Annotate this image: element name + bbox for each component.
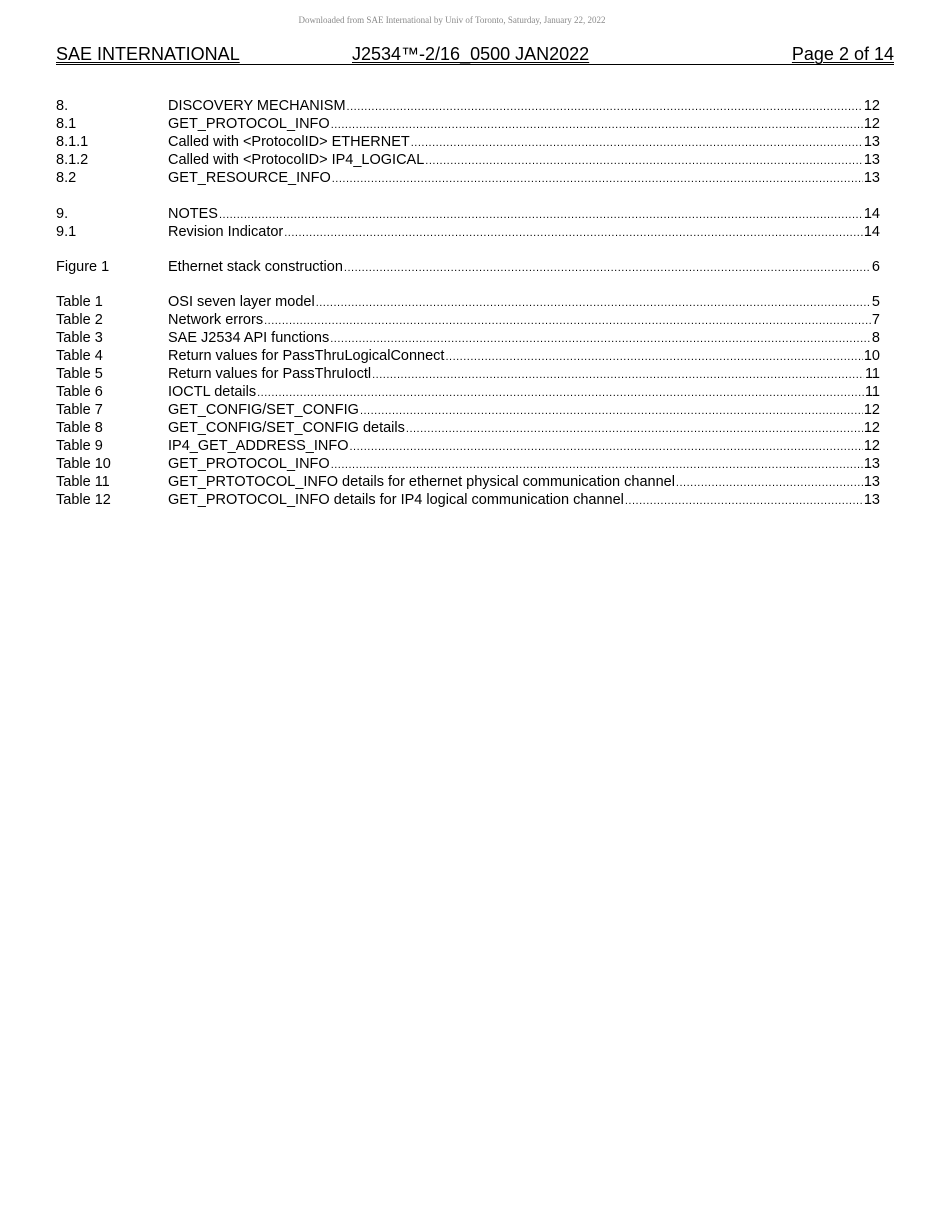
toc-entry[interactable]: [56, 151, 880, 169]
toc-entry-number: Table 11: [56, 474, 110, 490]
toc-group: [56, 97, 880, 187]
toc-entry-page: 12: [863, 116, 880, 132]
toc-entry[interactable]: [56, 365, 880, 383]
toc-entry-page: 7: [871, 312, 880, 328]
toc-entry[interactable]: [56, 401, 880, 419]
toc-entry-number: Table 6: [56, 384, 103, 400]
toc-entry[interactable]: [56, 115, 880, 133]
toc-entry-number: 8.1.1: [56, 134, 89, 150]
toc-entry[interactable]: [56, 437, 880, 455]
toc-entry-title[interactable]: GET_PRTOTOCOL_INFO details for ethernet physical communication channel: [168, 474, 675, 490]
toc-entry-page: 13: [863, 134, 880, 150]
toc-dot-leader: [284, 224, 863, 242]
header-document-id: J2534™-2/16_0500 JAN2022: [352, 44, 590, 64]
toc-entry-number: Table 9: [56, 438, 103, 454]
toc-entry-page: 13: [863, 456, 880, 472]
toc-dot-leader: [372, 366, 864, 384]
toc-entry-number: Table 7: [56, 402, 103, 418]
toc-entry-title[interactable]: GET_PROTOCOL_INFO: [168, 456, 330, 472]
toc-entry-number: 9.: [56, 206, 69, 222]
toc-group: [56, 258, 880, 276]
toc-dot-leader: [344, 259, 871, 277]
toc-dot-leader: [316, 294, 871, 312]
toc-entry-number: Figure 1: [56, 259, 110, 275]
toc-entry[interactable]: [56, 169, 880, 187]
toc-entry-page: 11: [864, 366, 880, 382]
toc-dot-leader: [360, 402, 863, 420]
toc-entry-number: Table 3: [56, 330, 103, 346]
toc-entry[interactable]: [56, 419, 880, 437]
header-organization: SAE INTERNATIONAL: [56, 44, 240, 64]
toc-entry-title[interactable]: Return values for PassThruIoctl: [168, 366, 372, 382]
toc-entry[interactable]: [56, 205, 880, 223]
toc-entry-number: Table 2: [56, 312, 103, 328]
toc-dot-leader: [331, 456, 863, 474]
toc-entry-page: 10: [863, 348, 880, 364]
toc-entry-title[interactable]: Revision Indicator: [168, 224, 284, 240]
toc-entry-page: 12: [863, 420, 880, 436]
toc-entry-title[interactable]: Network errors: [168, 312, 264, 328]
toc-entry-title[interactable]: GET_PROTOCOL_INFO: [168, 116, 330, 132]
toc-entry-title[interactable]: Ethernet stack construction: [168, 259, 343, 275]
toc-entry[interactable]: [56, 383, 880, 401]
toc-entry-page: 14: [863, 206, 880, 222]
header-page-number: Page 2 of 14: [791, 44, 894, 64]
toc-entry[interactable]: [56, 293, 880, 311]
toc-entry-title[interactable]: DISCOVERY MECHANISM: [168, 98, 346, 114]
toc-entry-number: Table 4: [56, 348, 103, 364]
toc-dot-leader: [445, 348, 862, 366]
toc-dot-leader: [625, 492, 863, 510]
toc-entry-page: 14: [863, 224, 880, 240]
toc-dot-leader: [331, 116, 863, 134]
toc-entry-title[interactable]: OSI seven layer model: [168, 294, 315, 310]
toc-dot-leader: [406, 420, 863, 438]
toc-entry[interactable]: [56, 133, 880, 151]
toc-entry-number: Table 1: [56, 294, 103, 310]
toc-entry-page: 11: [864, 384, 880, 400]
toc-entry-page: 6: [871, 259, 880, 275]
toc-dot-leader: [425, 152, 863, 170]
toc-entry-title[interactable]: Called with <ProtocolID> ETHERNET: [168, 134, 410, 150]
toc-dot-leader: [332, 170, 863, 188]
toc-entry-number: 8.1.2: [56, 152, 89, 168]
toc-dot-leader: [264, 312, 871, 330]
toc-entry-title[interactable]: GET_CONFIG/SET_CONFIG details: [168, 420, 405, 436]
toc-entry-number: Table 10: [56, 456, 111, 472]
toc-entry-title[interactable]: Return values for PassThruLogicalConnect: [168, 348, 445, 364]
toc-entry[interactable]: [56, 223, 880, 241]
toc-entry-title[interactable]: GET_PROTOCOL_INFO details for IP4 logical communication channel: [168, 492, 624, 508]
toc-dot-leader: [676, 474, 863, 492]
toc-entry[interactable]: [56, 347, 880, 365]
toc-entry-number: 8.: [56, 98, 69, 114]
toc-entry[interactable]: [56, 491, 880, 509]
toc-entry-title[interactable]: IOCTL details: [168, 384, 257, 400]
toc-entry-title[interactable]: GET_CONFIG/SET_CONFIG: [168, 402, 359, 418]
toc-entry-page: 13: [863, 152, 880, 168]
toc-dot-leader: [330, 330, 871, 348]
toc-group: [56, 293, 880, 509]
toc-entry-page: 13: [863, 474, 880, 490]
toc-entry[interactable]: [56, 258, 880, 276]
toc-entry-page: 5: [871, 294, 880, 310]
toc-entry-title[interactable]: GET_RESOURCE_INFO: [168, 170, 331, 186]
toc-entry[interactable]: [56, 455, 880, 473]
toc-entry-page: 12: [863, 402, 880, 418]
toc-dot-leader: [347, 98, 863, 116]
toc-dot-leader: [257, 384, 864, 402]
toc-entry[interactable]: [56, 97, 880, 115]
toc-entry-number: Table 8: [56, 420, 103, 436]
toc-entry-page: 13: [863, 492, 880, 508]
page-header: [56, 44, 894, 65]
toc-entry-title[interactable]: IP4_GET_ADDRESS_INFO: [168, 438, 349, 454]
toc-entry-number: 8.2: [56, 170, 77, 186]
toc-entry[interactable]: [56, 473, 880, 491]
toc-entry-page: 13: [863, 170, 880, 186]
toc-group: [56, 205, 880, 241]
toc-entry-page: 8: [871, 330, 880, 346]
toc-entry-page: 12: [863, 438, 880, 454]
toc-entry-title[interactable]: Called with <ProtocolID> IP4_LOGICAL: [168, 152, 425, 168]
toc-dot-leader: [350, 438, 863, 456]
toc-entry-page: 12: [863, 98, 880, 114]
toc-dot-leader: [411, 134, 863, 152]
toc-entry-number: Table 5: [56, 366, 103, 382]
toc-entry-title[interactable]: NOTES: [168, 206, 218, 222]
toc-entry-number: Table 12: [56, 492, 111, 508]
toc-entry-title[interactable]: SAE J2534 API functions: [168, 330, 330, 346]
toc-dot-leader: [219, 206, 863, 224]
table-of-contents: [56, 97, 880, 526]
toc-entry[interactable]: [56, 311, 880, 329]
download-watermark: Downloaded from SAE International by Univ of Toronto, Saturday, January 22, 2022: [298, 15, 606, 25]
toc-entry-number: 9.1: [56, 224, 77, 240]
toc-entry[interactable]: [56, 329, 880, 347]
toc-entry-number: 8.1: [56, 116, 77, 132]
